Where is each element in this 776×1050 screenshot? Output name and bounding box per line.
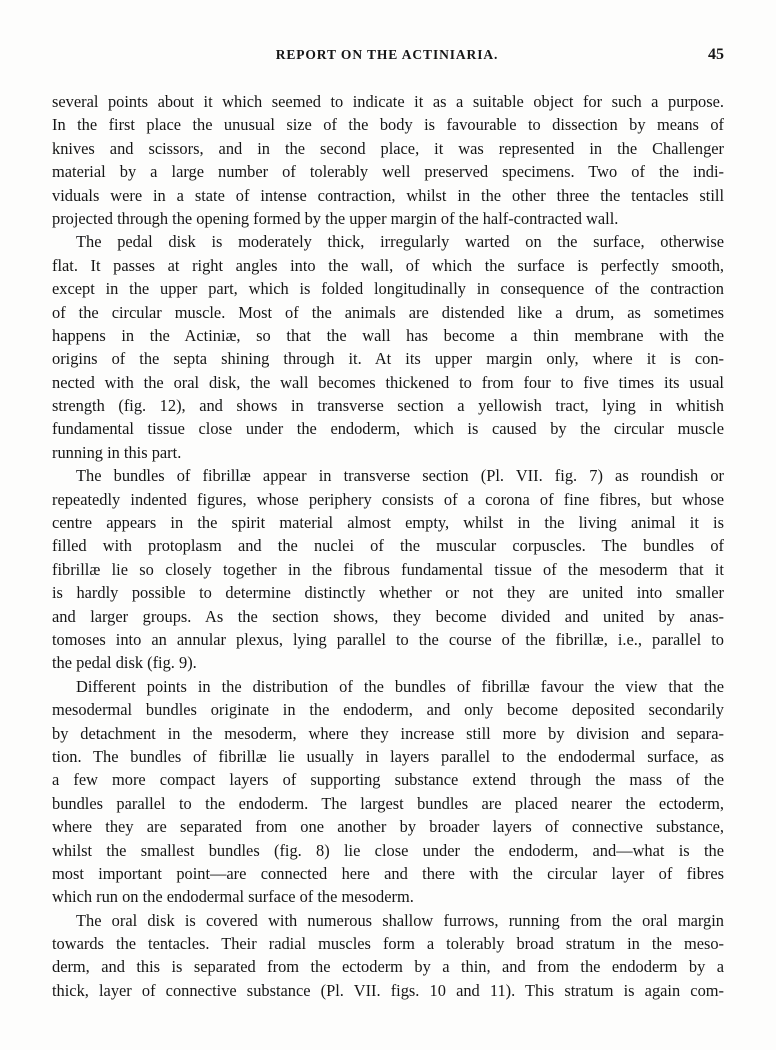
text-line: repeatedly indented figures, whose periphery consists of a corona of fine fibres, but whose: [52, 489, 724, 509]
text-line: several points about it which seemed to indicate it as a suitable object for such a purpose.: [52, 92, 724, 111]
text-line: most important point—are connected here and there with the circular layer of fibres: [52, 863, 724, 883]
text-line: In the first place the unusual size of the body is favourable to dissection by means of: [52, 115, 724, 135]
text-line: by detachment in the mesoderm, where they increase still more by division and separa-: [52, 723, 724, 743]
text-line: nected with the oral disk, the wall becomes thickened to from four to five times its usual: [52, 372, 724, 392]
text-line: and larger groups. As the section shows, they become divided and united by anas-: [52, 606, 724, 626]
text-line: filled with protoplasm and the nuclei of the muscular corpuscles. The bundles of: [52, 536, 724, 556]
text-line: material by a large number of tolerably well preserved specimens. Two of the indi-: [52, 162, 724, 182]
page-number: 45: [708, 46, 724, 63]
text-line: knives and scissors, and in the second place, it was represented in the Challenger: [52, 138, 724, 158]
text-line: thick, layer of connective substance (Pl. VII. figs. 10 and 11). This stratum is again com-: [52, 980, 724, 1000]
running-title: REPORT ON THE ACTINIARIA.: [275, 47, 499, 62]
text-line: origins of the septa shining through it. At its upper margin only, where it is con-: [52, 349, 724, 369]
text-line: mesodermal bundles originate in the endoderm, and only become deposited secondarily: [52, 700, 724, 720]
text-line: which run on the endodermal surface of the mesoderm.: [52, 887, 414, 907]
text-line: the pedal disk (fig. 9).: [52, 653, 197, 673]
text-line: where they are separated from one another by broader layers of connective substance,: [52, 817, 724, 837]
text-line: projected through the opening formed by the upper margin of the half-contracted wall.: [52, 208, 619, 228]
text-line: fibrillæ lie so closely together in the fibrous fundamental tissue of the mesoderm that it: [52, 559, 724, 579]
text-line: happens in the Actiniæ, so that the wall has become a thin membrane with the: [52, 325, 724, 345]
text-line: tion. The bundles of fibrillæ lie usually in layers parallel to the endodermal surface, as: [52, 746, 724, 766]
text-line: except in the upper part, which is folded longitudinally in consequence of the contraction: [52, 279, 724, 299]
text-line: flat. It passes at right angles into the wall, of which the surface is perfectly smooth,: [52, 255, 724, 275]
text-line: fundamental tissue close under the endoderm, which is caused by the circular muscle: [52, 419, 724, 439]
text-line: is hardly possible to determine distinctly whether or not they are united into smaller: [52, 583, 724, 603]
text-line: towards the tentacles. Their radial muscles form a tolerably broad stratum in the meso-: [52, 934, 724, 954]
running-head: [50, 44, 724, 66]
text-line: whilst the smallest bundles (fig. 8) lie close under the endoderm, and—what is the: [52, 840, 724, 860]
text-line: The pedal disk is moderately thick, irregularly warted on the surface, otherwise: [76, 232, 724, 252]
body-text: [52, 90, 724, 1002]
text-line: strength (fig. 12), and shows in transverse section a yellowish tract, lying in whitish: [52, 396, 724, 416]
text-line: derm, and this is separated from the ectoderm by a thin, and from the endoderm by a: [52, 957, 724, 977]
text-line: a few more compact layers of supporting substance extend through the mass of the: [52, 770, 724, 790]
text-line: viduals were in a state of intense contraction, whilst in the other three the tentacles still: [52, 185, 724, 205]
text-line: Different points in the distribution of the bundles of fibrillæ favour the view that the: [76, 676, 724, 696]
text-line: tomoses into an annular plexus, lying parallel to the course of the fibrillæ, i.e., parallel to: [52, 629, 724, 649]
text-line: running in this part.: [52, 442, 182, 462]
text-line: centre appears in the spirit material almost empty, whilst in the living animal it is: [52, 513, 724, 533]
text-line: The oral disk is covered with numerous shallow furrows, running from the oral margin: [76, 910, 724, 930]
text-line: of the circular muscle. Most of the animals are distended like a drum, as sometimes: [52, 302, 724, 322]
text-line: The bundles of fibrillæ appear in transverse section (Pl. VII. fig. 7) as roundish or: [76, 466, 724, 486]
text-line: bundles parallel to the endoderm. The largest bundles are placed nearer the ectoderm,: [52, 793, 724, 813]
